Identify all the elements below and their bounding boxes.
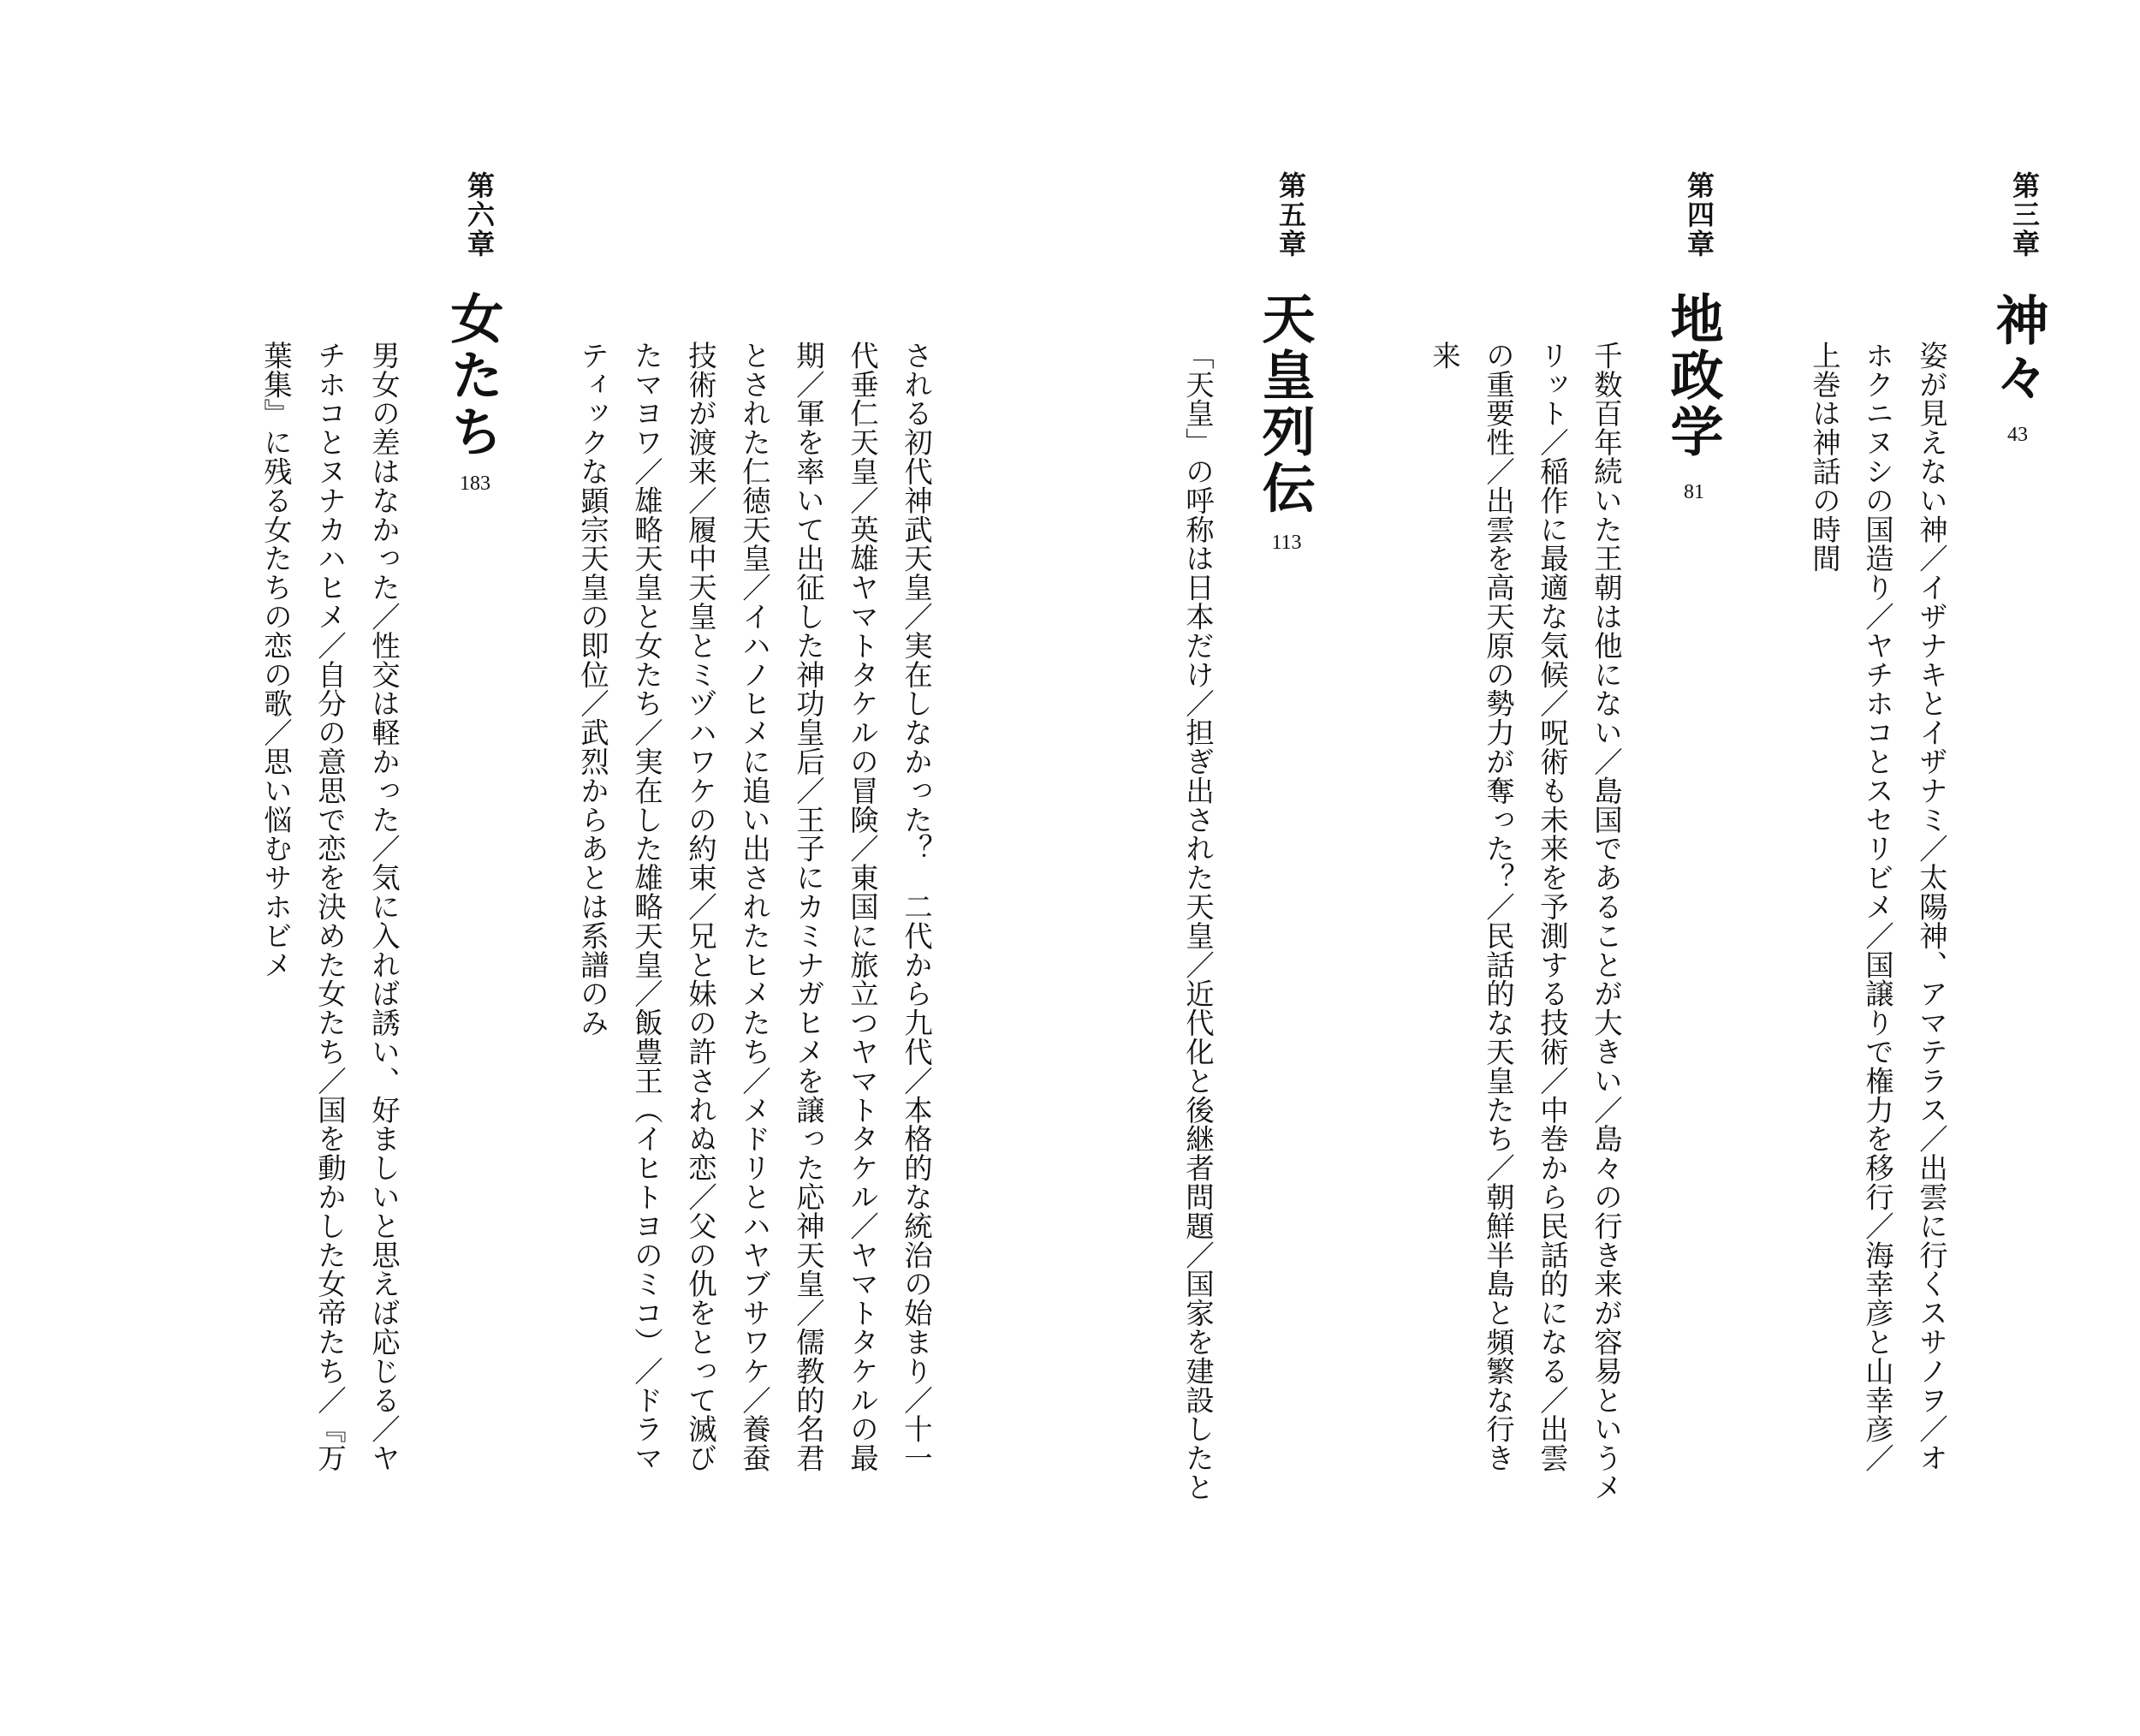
page-number: 183	[460, 473, 490, 495]
page-number: 81	[1684, 481, 1704, 503]
chapter-title: 神々	[1987, 293, 2049, 406]
summary-line: 代垂仁天皇／英雄ヤマトタケルの冒険／東国に旅立つヤマトタケル／ヤマトタケルの最	[846, 341, 879, 1473]
summary-line: される初代神武天皇／実在しなかった？ 二代から九代／本格的な統治の始まり／十一	[900, 341, 933, 1473]
summary-line: とされた仁徳天皇／イハノヒメに追い出されたヒメたち／メドリとハヤブサワケ／養蚕	[738, 341, 771, 1473]
summary-line: 技術が渡来／履中天皇とミヅハワケの約束／兄と妹の許されぬ恋／父の仇をとって滅び	[684, 341, 717, 1473]
summary-line: リット／稲作に最適な気候／呪術も未来を予測する技術／中巻から民話的になる／出雲	[1536, 341, 1569, 1473]
chapter-number: 第四章	[1683, 171, 1715, 259]
chapter-title: 地政学	[1661, 291, 1724, 461]
summary-line: ティックな顕宗天皇の即位／武烈からあとは系譜のみ	[576, 341, 609, 1037]
summary-line: 「天皇」の呼称は日本だけ／担ぎ出された天皇／近代化と後継者問題／国家を建設したと	[1181, 341, 1215, 1501]
summary-line: 姿が見えない神／イザナキとイザナミ／太陽神、アマテラス／出雲に行くスサノヲ／オ	[1915, 341, 1948, 1473]
summary-line: チホコとヌナカハヒメ／自分の意思で恋を決めた女たち／国を動かした女帝たち／『万	[313, 341, 347, 1473]
summary-line: 千数百年続いた王朝は他にない／島国であることが大きい／島々の行き来が容易というメ	[1590, 341, 1623, 1501]
summary-line: たマヨワ／雄略天皇と女たち／実在した雄略天皇／飯豊王（イヒトヨのミコ）／ドラマ	[630, 341, 663, 1473]
chapter-number: 第六章	[463, 171, 496, 259]
summary-line: ホクニヌシの国造り／ヤチホコとスセリビメ／国譲りで権力を移行／海幸彦と山幸彦／	[1861, 341, 1894, 1473]
chapter-number: 第五章	[1275, 171, 1307, 259]
page-number: 43	[2007, 424, 2028, 446]
summary-line: 期／軍を率いて出征した神功皇后／王子にカミナガヒメを譲った応神天皇／儒教的名君	[792, 341, 825, 1473]
chapter-title: 天皇列伝	[1253, 291, 1316, 517]
page-number: 113	[1271, 532, 1302, 554]
summary-line: の重要性／出雲を高天原の勢力が奪った？／民話的な天皇たち／朝鮮半島と頻繁な行き	[1482, 341, 1515, 1473]
chapter-number: 第三章	[2008, 171, 2041, 259]
chapter-title: 女たち	[442, 291, 504, 461]
summary-line: 来	[1428, 341, 1461, 370]
summary-line: 男女の差はなかった／性交は軽かった／気に入れば誘い、好ましいと思えば応じる／ヤ	[367, 341, 401, 1473]
summary-line: 葉集』に残る女たちの恋の歌／思い悩むサホビメ	[259, 341, 293, 979]
summary-line: 上巻は神話の時間	[1808, 341, 1841, 574]
